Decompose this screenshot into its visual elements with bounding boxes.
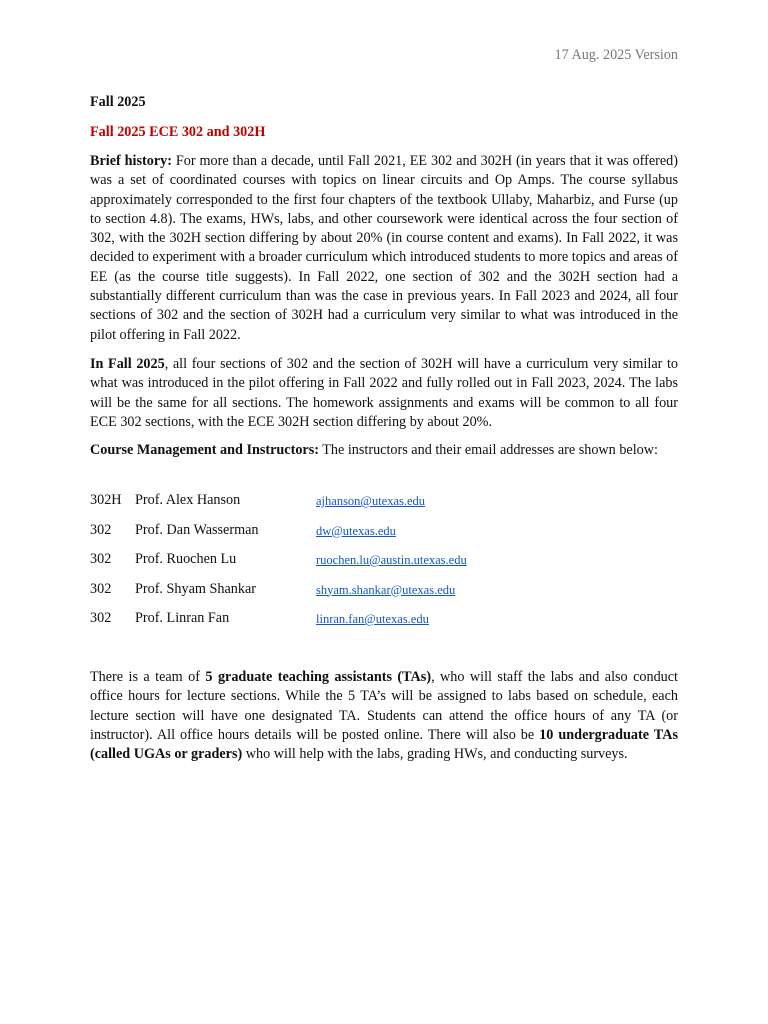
ta-count-undergraduate: 10 undergraduate TAs (called UGAs or graders) [90,726,678,763]
instructor-row [90,580,678,610]
instructor-email-link[interactable]: linran.fan@utexas.edu [316,612,429,626]
instructor-section: 302H [90,492,122,508]
management-label: Course Management and Instructors: [90,442,319,458]
ta-paragraph [90,668,678,764]
instructor-email-link[interactable]: ajhanson@utexas.edu [316,494,426,508]
instructor-name: Prof. Shyam Shankar [135,580,256,597]
instructor-email-link[interactable]: shyam.shankar@utexas.edu [316,582,456,597]
instructor-name: Prof. Alex Hanson [135,492,241,508]
instructor-name: Prof. Linran Fan [135,610,230,626]
instructor-section: 302 [90,521,112,538]
ta-text-1: There is a team of [90,669,206,685]
instructor-section: 302 [90,551,112,567]
instructor-email-link[interactable]: dw@utexas.edu [316,523,396,538]
ta-count-graduate: 5 graduate teaching assistants (TAs) [205,669,432,685]
history-paragraph [90,152,678,345]
instructor-section: 302 [90,580,112,597]
version-label: 17 Aug. 2025 Version [554,47,678,63]
ta-text-3: who will help with the labs, grading HWs, and conducting surveys. [242,746,628,763]
instructor-list [90,491,678,639]
instructor-email-link[interactable]: ruochen.lu@austin.utexas.edu [316,553,467,567]
instructor-row [90,521,678,551]
instructor-row [90,609,678,639]
instructor-name: Prof. Ruochen Lu [135,551,237,567]
course-title: Fall 2025 ECE 302 and 302H [90,124,266,140]
term-heading: Fall 2025 [90,94,146,110]
management-paragraph [90,441,678,460]
management-text: The instructors and their email addresses are shown below: [318,442,658,458]
instructor-section: 302 [90,610,112,626]
history-text: For more than a decade, until Fall 2021, EE 302 and 302H (in years that it was offered) was a set of coordinated courses with topics on linear circuits and Op Amps. The course syllabus approximately corresponded to the first four chapters of the textbook Ullaby, Maharbiz, and Furse (up to section 4.8). The exams, HWs, labs, and other coursework were identical across the four section of 302, with the 302H section differing by about 20% (in course content and exams). In Fall 2022, it was decided to experiment with a broader curriculum which introduced students to more topics and areas of EE (as the course title suggests). In Fall 2022, one section of 302 and the 302H section had a substantially different curriculum than was the case in previous years. In Fall 2023 and 2024, all four sections of 302 and the section of 302H had a curriculum very similar to what was introduced in the pilot offering in Fall 2022. [90,153,678,343]
fall2025-paragraph [90,355,678,432]
fall2025-label: In Fall 2025 [90,356,165,372]
instructor-name: Prof. Dan Wasserman [135,521,259,538]
history-label: Brief history: [90,153,172,169]
fall2025-text: , all four sections of 302 and the section of 302H will have a curriculum very similar to what was introduced in the pilot offering in Fall 2022 and fully rolled out in Fall 2023, 2024. The labs will be the same for all sections. The homework assignments and exams will be common to all four ECE 302 sections, with the ECE 302H section differing by about 20%. [90,356,679,430]
instructor-row [90,550,678,580]
instructor-row [90,491,678,521]
ta-text-2: , who will staff the labs and also conduct office hours for lecture sections. While the 5 TA’s will be assigned to labs based on schedule, each lecture section will have one designated TA. Students can attend the office hours of any TA (or instructor). All office hours details will be posted online. There will also be [90,669,678,743]
